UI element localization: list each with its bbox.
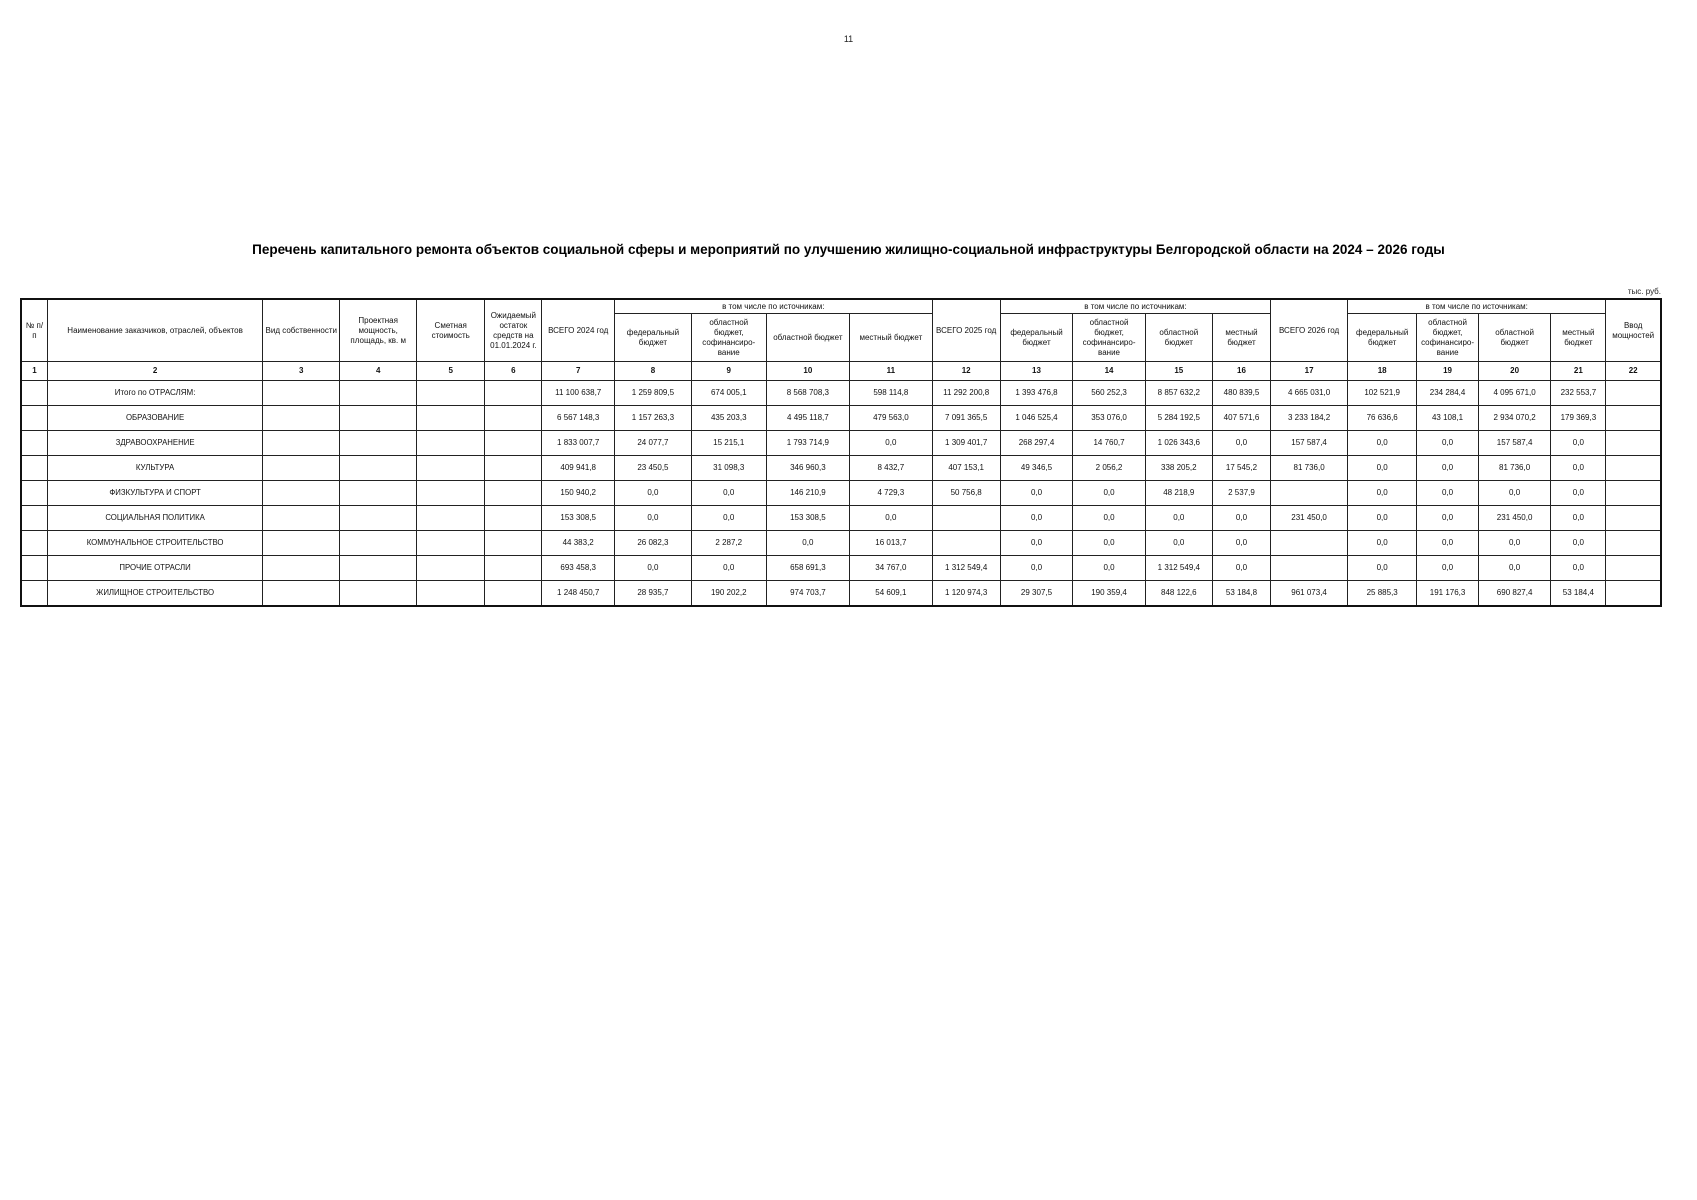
value-cell-c20: 0,0: [1478, 556, 1551, 581]
capacity-cell: [340, 531, 417, 556]
column-number: 4: [340, 362, 417, 381]
table-row: [21, 406, 1661, 431]
column-number: 3: [263, 362, 340, 381]
value-cell-c21: 0,0: [1551, 431, 1606, 456]
capacity-cell: [340, 406, 417, 431]
value-cell-c16: 0,0: [1212, 556, 1270, 581]
row-name-cell: ОБРАЗОВАНИЕ: [47, 406, 262, 431]
header-local-2025: местный бюджет: [1212, 314, 1270, 362]
value-cell-c20: 157 587,4: [1478, 431, 1551, 456]
column-number: 7: [542, 362, 615, 381]
value-cell-c8: 0,0: [614, 481, 691, 506]
value-cell-c12: 407 153,1: [932, 456, 1000, 481]
ownership-cell: [263, 456, 340, 481]
value-cell-c17: 4 665 031,0: [1271, 381, 1348, 406]
value-cell-c18: 0,0: [1348, 531, 1417, 556]
row-name-cell: КУЛЬТУРА: [47, 456, 262, 481]
value-cell-c14: 0,0: [1073, 481, 1146, 506]
capacity-input-cell: [1606, 581, 1661, 607]
row-number-cell: [21, 406, 47, 431]
value-cell-c9: 0,0: [691, 556, 766, 581]
header-federal-2026: федеральный бюджет: [1348, 314, 1417, 362]
header-regional-2026: областной бюджет: [1478, 314, 1551, 362]
row-name-cell: КОММУНАЛЬНОЕ СТРОИТЕЛЬСТВО: [47, 531, 262, 556]
capacity-cell: [340, 581, 417, 607]
value-cell-c7: 11 100 638,7: [542, 381, 615, 406]
value-cell-c10: 153 308,5: [766, 506, 850, 531]
estimate-cell: [417, 406, 485, 431]
value-cell-c21: 179 369,3: [1551, 406, 1606, 431]
estimate-cell: [417, 531, 485, 556]
value-cell-c14: 2 056,2: [1073, 456, 1146, 481]
value-cell-c18: 25 885,3: [1348, 581, 1417, 607]
capacity-cell: [340, 431, 417, 456]
value-cell-c18: 0,0: [1348, 506, 1417, 531]
capacity-input-cell: [1606, 481, 1661, 506]
value-cell-c10: 658 691,3: [766, 556, 850, 581]
column-number: 15: [1145, 362, 1212, 381]
capacity-cell: [340, 381, 417, 406]
value-cell-c9: 435 203,3: [691, 406, 766, 431]
header-total-2024: ВСЕГО 2024 год: [542, 299, 615, 362]
column-number: 11: [850, 362, 932, 381]
table-row: [21, 506, 1661, 531]
value-cell-c9: 15 215,1: [691, 431, 766, 456]
value-cell-c11: 598 114,8: [850, 381, 932, 406]
value-cell-c21: 53 184,4: [1551, 581, 1606, 607]
row-number-cell: [21, 581, 47, 607]
row-number-cell: [21, 481, 47, 506]
ownership-cell: [263, 581, 340, 607]
column-number: 18: [1348, 362, 1417, 381]
header-name: Наименование заказчиков, отраслей, объектов: [47, 299, 262, 362]
column-number-row: [21, 362, 1661, 381]
value-cell-c13: 29 307,5: [1000, 581, 1073, 607]
table-row: [21, 456, 1661, 481]
value-cell-c9: 190 202,2: [691, 581, 766, 607]
value-cell-c7: 6 567 148,3: [542, 406, 615, 431]
value-cell-c12: 1 312 549,4: [932, 556, 1000, 581]
value-cell-c18: 0,0: [1348, 556, 1417, 581]
value-cell-c12: 7 091 365,5: [932, 406, 1000, 431]
header-remainder: Ожидаемый остаток средств на 01.01.2024 г.: [485, 299, 542, 362]
estimate-cell: [417, 581, 485, 607]
ownership-cell: [263, 431, 340, 456]
column-number: 17: [1271, 362, 1348, 381]
value-cell-c14: 560 252,3: [1073, 381, 1146, 406]
value-cell-c21: 0,0: [1551, 456, 1606, 481]
row-name-cell: ЗДРАВООХРАНЕНИЕ: [47, 431, 262, 456]
row-name-cell: ФИЗКУЛЬТУРА И СПОРТ: [47, 481, 262, 506]
value-cell-c8: 0,0: [614, 506, 691, 531]
value-cell-c14: 14 760,7: [1073, 431, 1146, 456]
value-cell-c11: 8 432,7: [850, 456, 932, 481]
value-cell-c13: 1 046 525,4: [1000, 406, 1073, 431]
value-cell-c18: 0,0: [1348, 456, 1417, 481]
header-capacity: Проектная мощность, площадь, кв. м: [340, 299, 417, 362]
value-cell-c14: 0,0: [1073, 531, 1146, 556]
value-cell-c7: 153 308,5: [542, 506, 615, 531]
row-number-cell: [21, 531, 47, 556]
table-body: [21, 381, 1661, 607]
value-cell-c18: 0,0: [1348, 431, 1417, 456]
estimate-cell: [417, 456, 485, 481]
value-cell-c10: 974 703,7: [766, 581, 850, 607]
value-cell-c20: 0,0: [1478, 481, 1551, 506]
value-cell-c19: 0,0: [1417, 506, 1479, 531]
header-sources-2025: в том числе по источникам:: [1000, 299, 1270, 314]
column-number: 9: [691, 362, 766, 381]
row-number-cell: [21, 431, 47, 456]
value-cell-c15: 0,0: [1145, 531, 1212, 556]
value-cell-c7: 1 833 007,7: [542, 431, 615, 456]
row-name-cell: ЖИЛИЩНОЕ СТРОИТЕЛЬСТВО: [47, 581, 262, 607]
value-cell-c19: 0,0: [1417, 531, 1479, 556]
ownership-cell: [263, 481, 340, 506]
value-cell-c19: 234 284,4: [1417, 381, 1479, 406]
remainder-cell: [485, 581, 542, 607]
value-cell-c18: 76 636,6: [1348, 406, 1417, 431]
value-cell-c17: [1271, 556, 1348, 581]
value-cell-c7: 693 458,3: [542, 556, 615, 581]
value-cell-c8: 26 082,3: [614, 531, 691, 556]
value-cell-c16: 17 545,2: [1212, 456, 1270, 481]
header-sources-2024: в том числе по источникам:: [614, 299, 932, 314]
header-total-2026: ВСЕГО 2026 год: [1271, 299, 1348, 362]
value-cell-c7: 150 940,2: [542, 481, 615, 506]
value-cell-c14: 0,0: [1073, 506, 1146, 531]
remainder-cell: [485, 431, 542, 456]
row-number-cell: [21, 506, 47, 531]
column-number: 5: [417, 362, 485, 381]
capacity-input-cell: [1606, 506, 1661, 531]
column-number: 16: [1212, 362, 1270, 381]
value-cell-c10: 146 210,9: [766, 481, 850, 506]
value-cell-c19: 43 108,1: [1417, 406, 1479, 431]
value-cell-c20: 0,0: [1478, 531, 1551, 556]
value-cell-c11: 54 609,1: [850, 581, 932, 607]
capacity-input-cell: [1606, 381, 1661, 406]
value-cell-c10: 8 568 708,3: [766, 381, 850, 406]
value-cell-c12: 50 756,8: [932, 481, 1000, 506]
ownership-cell: [263, 381, 340, 406]
value-cell-c19: 0,0: [1417, 481, 1479, 506]
value-cell-c15: 848 122,6: [1145, 581, 1212, 607]
value-cell-c20: 690 827,4: [1478, 581, 1551, 607]
remainder-cell: [485, 456, 542, 481]
ownership-cell: [263, 506, 340, 531]
value-cell-c13: 49 346,5: [1000, 456, 1073, 481]
value-cell-c12: [932, 531, 1000, 556]
value-cell-c14: 190 359,4: [1073, 581, 1146, 607]
header-regional-2024: областной бюджет: [766, 314, 850, 362]
value-cell-c8: 1 259 809,5: [614, 381, 691, 406]
capacity-input-cell: [1606, 456, 1661, 481]
value-cell-c21: 232 553,7: [1551, 381, 1606, 406]
column-number: 13: [1000, 362, 1073, 381]
value-cell-c21: 0,0: [1551, 481, 1606, 506]
value-cell-c21: 0,0: [1551, 531, 1606, 556]
value-cell-c7: 1 248 450,7: [542, 581, 615, 607]
value-cell-c8: 24 077,7: [614, 431, 691, 456]
capacity-cell: [340, 556, 417, 581]
value-cell-c15: 8 857 632,2: [1145, 381, 1212, 406]
value-cell-c20: 81 736,0: [1478, 456, 1551, 481]
capacity-input-cell: [1606, 406, 1661, 431]
value-cell-c19: 0,0: [1417, 456, 1479, 481]
value-cell-c12: 11 292 200,8: [932, 381, 1000, 406]
value-cell-c13: 0,0: [1000, 506, 1073, 531]
column-number: 22: [1606, 362, 1661, 381]
column-number: 8: [614, 362, 691, 381]
value-cell-c8: 1 157 263,3: [614, 406, 691, 431]
value-cell-c13: 268 297,4: [1000, 431, 1073, 456]
value-cell-c16: 0,0: [1212, 431, 1270, 456]
value-cell-c16: 0,0: [1212, 531, 1270, 556]
value-cell-c17: 231 450,0: [1271, 506, 1348, 531]
value-cell-c7: 409 941,8: [542, 456, 615, 481]
value-cell-c16: 53 184,8: [1212, 581, 1270, 607]
header-estimate: Сметная стоимость: [417, 299, 485, 362]
table-row: [21, 481, 1661, 506]
value-cell-c8: 0,0: [614, 556, 691, 581]
header-capacity-input: Ввод мощностей: [1606, 299, 1661, 362]
value-cell-c11: 4 729,3: [850, 481, 932, 506]
value-cell-c9: 674 005,1: [691, 381, 766, 406]
ownership-cell: [263, 556, 340, 581]
value-cell-c16: 480 839,5: [1212, 381, 1270, 406]
header-total-2025: ВСЕГО 2025 год: [932, 299, 1000, 362]
value-cell-c11: 0,0: [850, 506, 932, 531]
value-cell-c9: 2 287,2: [691, 531, 766, 556]
value-cell-c9: 0,0: [691, 481, 766, 506]
value-cell-c21: 0,0: [1551, 506, 1606, 531]
value-cell-c7: 44 383,2: [542, 531, 615, 556]
value-cell-c13: 1 393 476,8: [1000, 381, 1073, 406]
ownership-cell: [263, 531, 340, 556]
table-row: [21, 531, 1661, 556]
value-cell-c21: 0,0: [1551, 556, 1606, 581]
value-cell-c17: 81 736,0: [1271, 456, 1348, 481]
remainder-cell: [485, 406, 542, 431]
column-number: 19: [1417, 362, 1479, 381]
row-name-cell: ПРОЧИЕ ОТРАСЛИ: [47, 556, 262, 581]
column-number: 10: [766, 362, 850, 381]
header-ownership: Вид собственности: [263, 299, 340, 362]
value-cell-c9: 31 098,3: [691, 456, 766, 481]
column-number: 12: [932, 362, 1000, 381]
value-cell-c16: 407 571,6: [1212, 406, 1270, 431]
row-number-cell: [21, 456, 47, 481]
page-number: 11: [843, 34, 854, 44]
header-cofin-2025: областной бюджет, софинансиро-вание: [1073, 314, 1146, 362]
value-cell-c8: 28 935,7: [614, 581, 691, 607]
value-cell-c14: 0,0: [1073, 556, 1146, 581]
value-cell-c20: 231 450,0: [1478, 506, 1551, 531]
budget-table: [20, 298, 1662, 607]
estimate-cell: [417, 506, 485, 531]
capacity-input-cell: [1606, 556, 1661, 581]
value-cell-c17: 3 233 184,2: [1271, 406, 1348, 431]
value-cell-c10: 0,0: [766, 531, 850, 556]
column-number: 1: [21, 362, 47, 381]
header-local-2024: местный бюджет: [850, 314, 932, 362]
capacity-cell: [340, 506, 417, 531]
value-cell-c15: 1 026 343,6: [1145, 431, 1212, 456]
units-label: тыс. руб.: [1627, 287, 1661, 296]
value-cell-c11: 0,0: [850, 431, 932, 456]
value-cell-c18: 0,0: [1348, 481, 1417, 506]
value-cell-c20: 2 934 070,2: [1478, 406, 1551, 431]
value-cell-c17: 157 587,4: [1271, 431, 1348, 456]
estimate-cell: [417, 556, 485, 581]
value-cell-c17: [1271, 481, 1348, 506]
value-cell-c15: 48 218,9: [1145, 481, 1212, 506]
table-row: [21, 381, 1661, 406]
value-cell-c13: 0,0: [1000, 556, 1073, 581]
value-cell-c15: 0,0: [1145, 506, 1212, 531]
remainder-cell: [485, 556, 542, 581]
value-cell-c13: 0,0: [1000, 481, 1073, 506]
value-cell-c16: 0,0: [1212, 506, 1270, 531]
column-number: 2: [47, 362, 262, 381]
capacity-input-cell: [1606, 431, 1661, 456]
column-number: 6: [485, 362, 542, 381]
value-cell-c15: 5 284 192,5: [1145, 406, 1212, 431]
remainder-cell: [485, 381, 542, 406]
value-cell-c20: 4 095 671,0: [1478, 381, 1551, 406]
document-title: Перечень капитального ремонта объектов социальной сферы и мероприятий по улучшению жилищно-социальной инфраструктуры Белгородской области на 2024 – 2026 годы: [252, 242, 1445, 257]
value-cell-c11: 34 767,0: [850, 556, 932, 581]
row-name-cell: Итого по ОТРАСЛЯМ:: [47, 381, 262, 406]
value-cell-c17: [1271, 531, 1348, 556]
value-cell-c13: 0,0: [1000, 531, 1073, 556]
column-number: 20: [1478, 362, 1551, 381]
capacity-cell: [340, 481, 417, 506]
header-local-2026: местный бюджет: [1551, 314, 1606, 362]
value-cell-c10: 346 960,3: [766, 456, 850, 481]
row-number-cell: [21, 381, 47, 406]
header-federal-2024: федеральный бюджет: [614, 314, 691, 362]
header-cofin-2024: областной бюджет, софинансиро-вание: [691, 314, 766, 362]
table-row: [21, 556, 1661, 581]
ownership-cell: [263, 406, 340, 431]
value-cell-c12: [932, 506, 1000, 531]
value-cell-c8: 23 450,5: [614, 456, 691, 481]
value-cell-c12: 1 309 401,7: [932, 431, 1000, 456]
row-name-cell: СОЦИАЛЬНАЯ ПОЛИТИКА: [47, 506, 262, 531]
value-cell-c15: 1 312 549,4: [1145, 556, 1212, 581]
value-cell-c17: 961 073,4: [1271, 581, 1348, 607]
estimate-cell: [417, 481, 485, 506]
remainder-cell: [485, 481, 542, 506]
capacity-input-cell: [1606, 531, 1661, 556]
value-cell-c15: 338 205,2: [1145, 456, 1212, 481]
capacity-cell: [340, 456, 417, 481]
value-cell-c12: 1 120 974,3: [932, 581, 1000, 607]
column-number: 21: [1551, 362, 1606, 381]
remainder-cell: [485, 506, 542, 531]
table-row: [21, 431, 1661, 456]
value-cell-c19: 191 176,3: [1417, 581, 1479, 607]
header-regional-2025: областной бюджет: [1145, 314, 1212, 362]
value-cell-c10: 1 793 714,9: [766, 431, 850, 456]
value-cell-c18: 102 521,9: [1348, 381, 1417, 406]
value-cell-c10: 4 495 118,7: [766, 406, 850, 431]
value-cell-c19: 0,0: [1417, 431, 1479, 456]
row-number-cell: [21, 556, 47, 581]
column-number: 14: [1073, 362, 1146, 381]
estimate-cell: [417, 431, 485, 456]
estimate-cell: [417, 381, 485, 406]
value-cell-c9: 0,0: [691, 506, 766, 531]
value-cell-c16: 2 537,9: [1212, 481, 1270, 506]
value-cell-c11: 479 563,0: [850, 406, 932, 431]
remainder-cell: [485, 531, 542, 556]
header-num: № п/п: [21, 299, 47, 362]
value-cell-c14: 353 076,0: [1073, 406, 1146, 431]
header-federal-2025: федеральный бюджет: [1000, 314, 1073, 362]
value-cell-c11: 16 013,7: [850, 531, 932, 556]
table-row: [21, 581, 1661, 607]
header-sources-2026: в том числе по источникам:: [1348, 299, 1606, 314]
value-cell-c19: 0,0: [1417, 556, 1479, 581]
header-cofin-2026: областной бюджет, софинансиро-вание: [1417, 314, 1479, 362]
